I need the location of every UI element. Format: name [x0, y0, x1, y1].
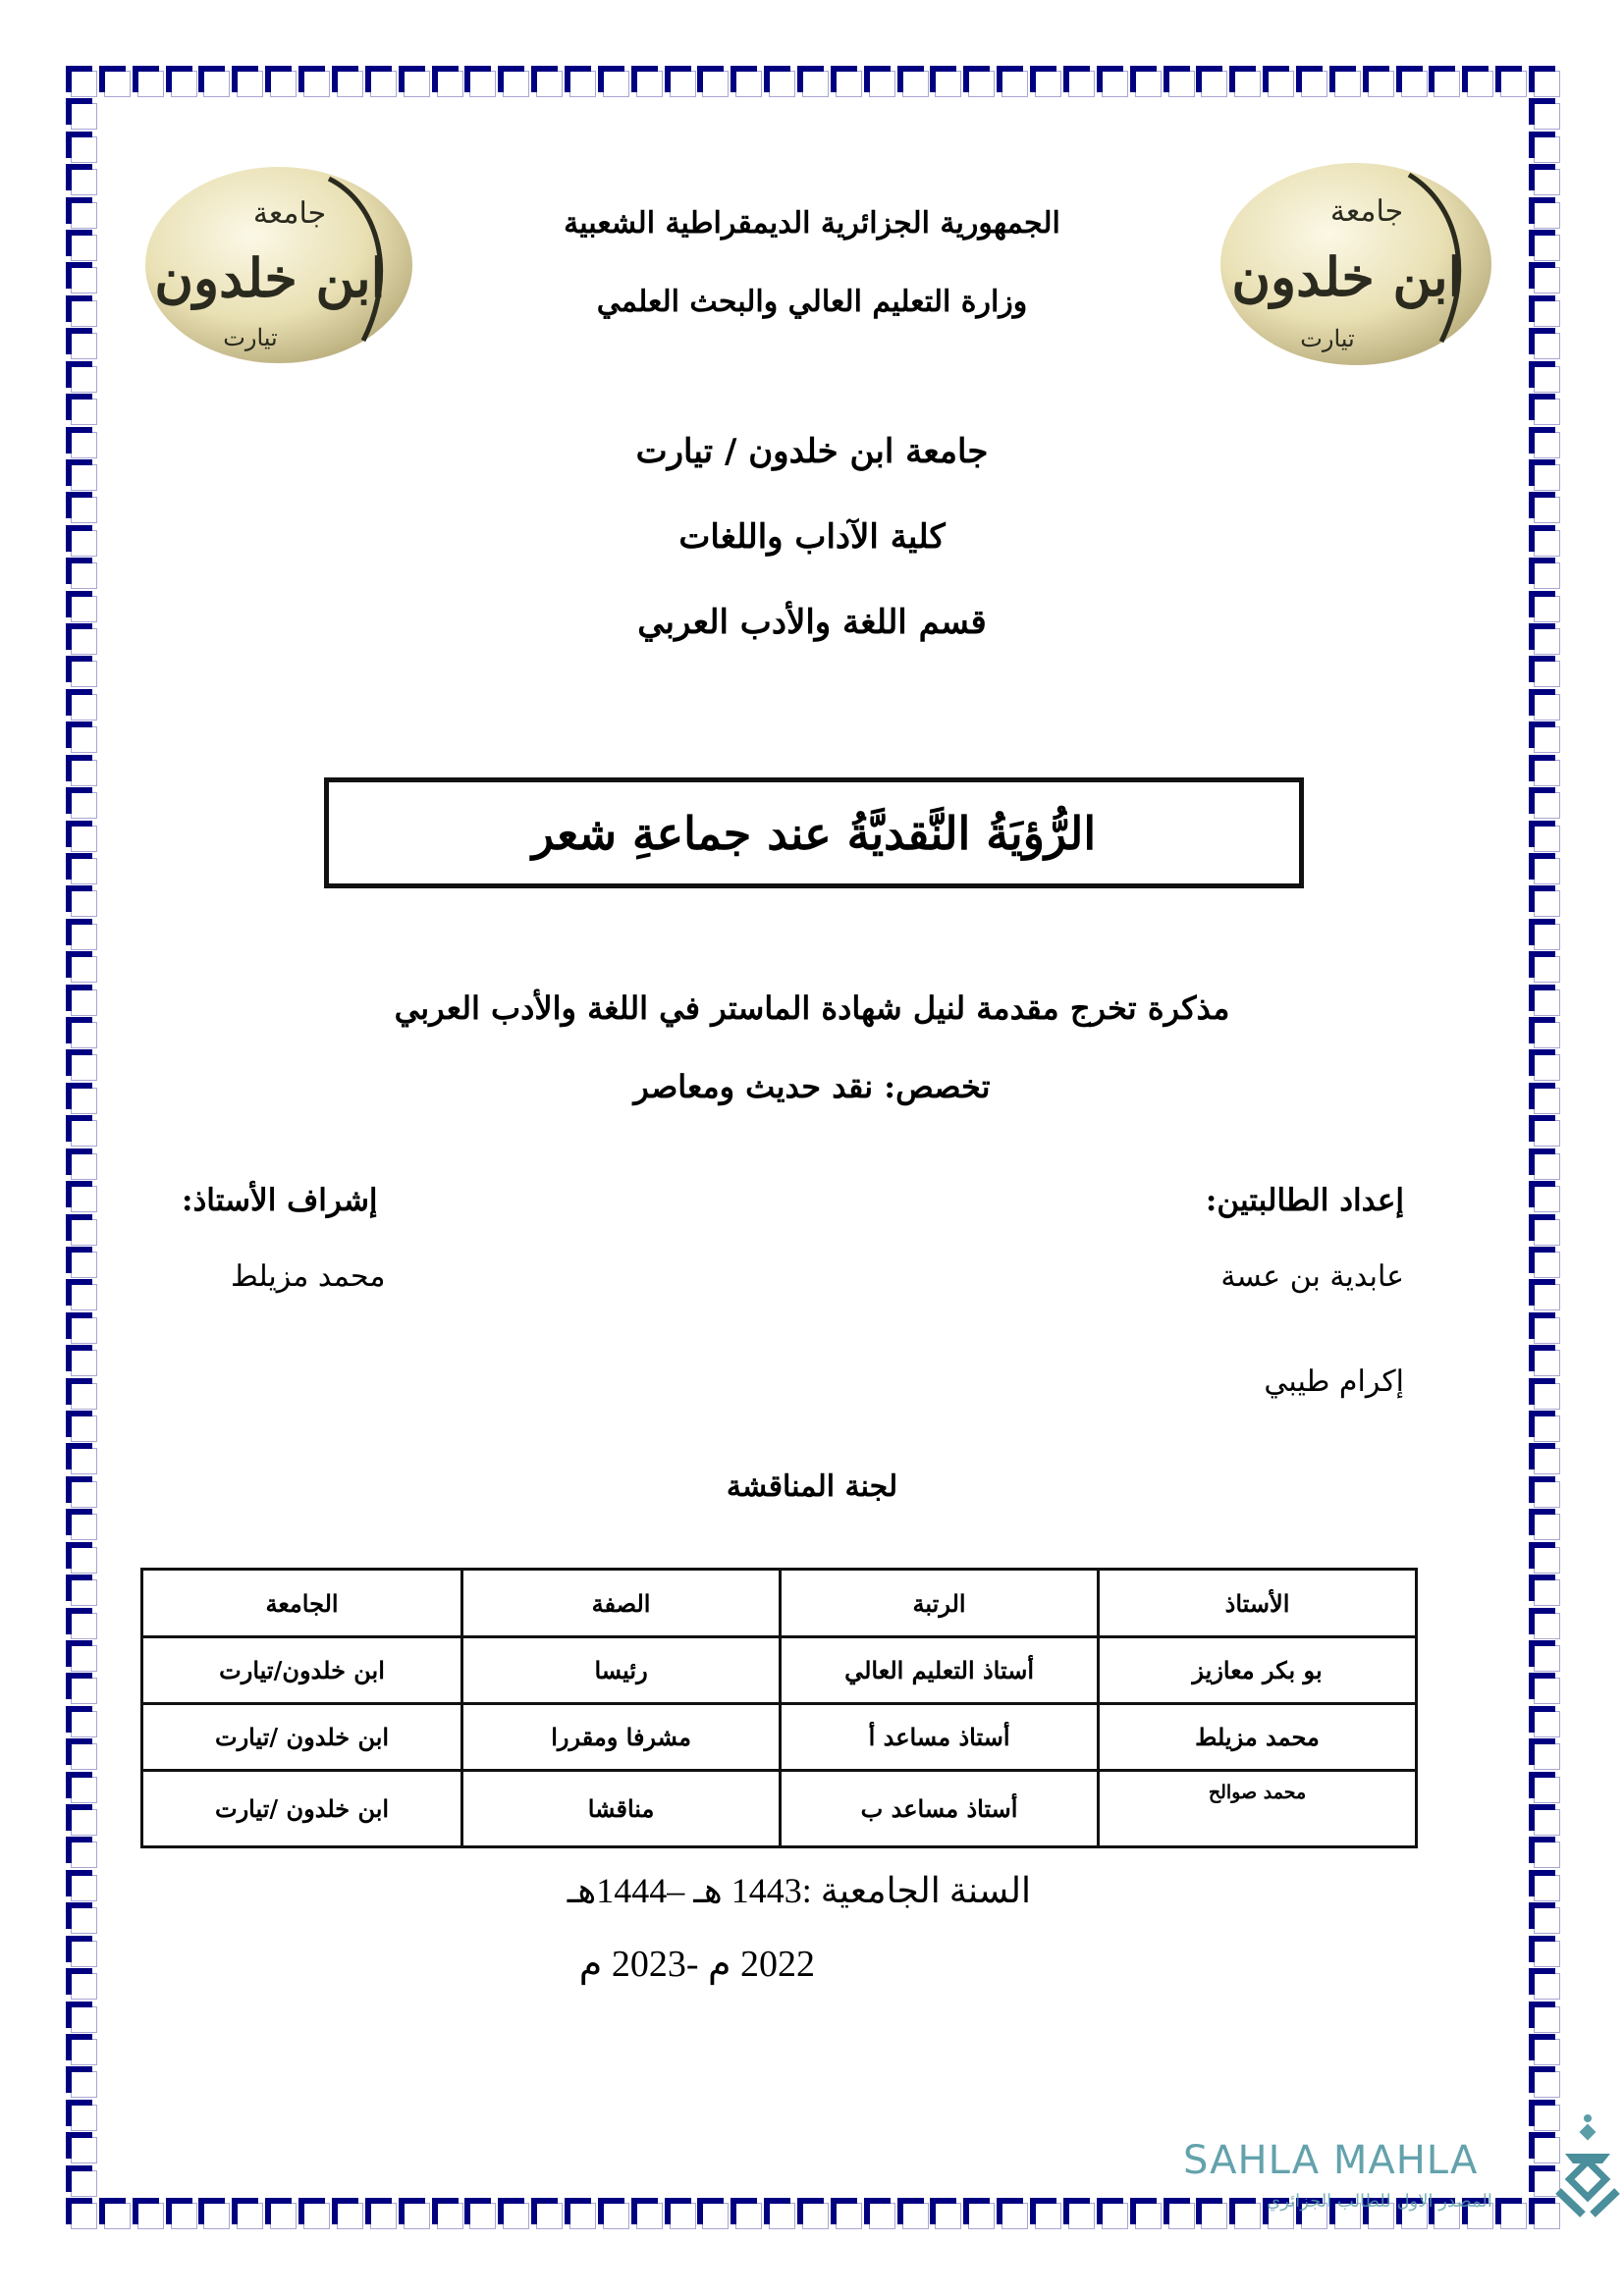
border-tile [864, 66, 897, 99]
border-tile [66, 1575, 99, 1608]
border-tile [66, 689, 99, 722]
cell-professor: محمد مزيلط [1099, 1704, 1417, 1771]
border-tile [66, 656, 99, 689]
border-tile [665, 66, 698, 99]
border-tile [1529, 132, 1562, 165]
border-tile [198, 66, 232, 99]
border-tile [598, 2198, 631, 2231]
border-tile [66, 558, 99, 591]
border-tile [1529, 1673, 1562, 1706]
border-tile [1196, 66, 1229, 99]
border-tile [66, 1115, 99, 1148]
cell-university: ابن خلدون/تيارت [142, 1637, 462, 1704]
border-tile [831, 2198, 864, 2231]
svg-text:ابن خلدون: ابن خلدون [154, 246, 386, 309]
university-logo-left [142, 164, 415, 366]
border-tile [66, 755, 99, 788]
table-row [142, 1704, 1417, 1771]
students-label: إعداد الطالبتين: [1205, 1183, 1404, 1218]
border-tile [1529, 2066, 1562, 2100]
border-tile [66, 164, 99, 197]
thesis-title: الرُّؤيَةُ النَّقديَّةُ عند جماعةِ شعر [531, 806, 1097, 860]
column-header-rank: الرتبة [781, 1570, 1099, 1637]
border-tile [1063, 66, 1097, 99]
cell-university: ابن خلدون /تيارت [142, 1704, 462, 1771]
svg-text:تيارت: تيارت [1300, 325, 1355, 352]
cell-rank: أستاذ التعليم العالي [781, 1637, 1099, 1704]
table-row [142, 1771, 1417, 1847]
border-tile [1529, 951, 1562, 985]
border-tile [66, 721, 99, 755]
cell-professor: بو بكر معازيز [1099, 1637, 1417, 1704]
cell-rank: أستاذ مساعد ب [781, 1771, 1099, 1847]
border-tile [1529, 164, 1562, 197]
cell-role: مناقشا [462, 1771, 781, 1847]
border-tile [1529, 885, 1562, 919]
border-tile [1030, 66, 1063, 99]
border-tile [332, 2198, 365, 2231]
border-tile [66, 2198, 99, 2231]
border-tile [66, 2165, 99, 2199]
border-tile [66, 98, 99, 132]
table-row [142, 1637, 1417, 1704]
border-tile [66, 1542, 99, 1575]
column-header-role: الصفة [462, 1570, 781, 1637]
border-tile [1529, 919, 1562, 952]
border-tile [66, 1640, 99, 1674]
border-tile [1529, 1345, 1562, 1378]
academic-year-hijri: السنة الجامعية :1443 هـ –1444هـ [567, 1871, 1031, 1910]
border-tile [1263, 66, 1296, 99]
border-tile [166, 2198, 199, 2231]
border-tile [66, 1738, 99, 1772]
border-tile [1529, 394, 1562, 427]
border-tile [66, 2132, 99, 2165]
border-tile [298, 66, 332, 99]
border-tile [1164, 66, 1197, 99]
border-tile [631, 66, 665, 99]
border-tile [432, 2198, 465, 2231]
border-tile [99, 66, 133, 99]
border-tile [232, 66, 265, 99]
border-tile [1429, 66, 1462, 99]
border-tile [66, 132, 99, 165]
border-tile [1396, 66, 1430, 99]
border-tile [1529, 1772, 1562, 1805]
cell-professor: محمد صوالح [1099, 1771, 1417, 1847]
border-tile [1529, 1214, 1562, 1248]
border-tile [1529, 1312, 1562, 1346]
border-tile [66, 1804, 99, 1838]
border-tile [265, 2198, 298, 2231]
border-tile [631, 2198, 665, 2231]
svg-text:جامعة: جامعة [1329, 194, 1404, 229]
border-tile [1529, 1378, 1562, 1412]
border-tile [1529, 1181, 1562, 1214]
border-tile [133, 66, 166, 99]
supervisor-name: محمد مزيلط [231, 1259, 386, 1294]
border-tile [1529, 1279, 1562, 1312]
thesis-specialty: تخصص: نقد حديث ومعاصر [633, 1068, 991, 1105]
jury-title: لجنة المناقشة [726, 1469, 898, 1504]
border-tile [1229, 66, 1263, 99]
supervisor-label: إشراف الأستاذ: [182, 1183, 378, 1218]
svg-text:تيارت: تيارت [223, 324, 278, 351]
border-tile [930, 2198, 963, 2231]
border-tile [697, 66, 731, 99]
thesis-description: مذكرة تخرج مقدمة لنيل شهادة الماستر في اللغة والأدب العربي [394, 989, 1230, 1027]
border-tile [1529, 1870, 1562, 1903]
border-tile [66, 853, 99, 886]
border-tile [1529, 821, 1562, 854]
border-tile [1529, 787, 1562, 821]
border-tile [1296, 66, 1329, 99]
border-tile [298, 2198, 332, 2231]
border-tile [1130, 66, 1164, 99]
column-header-university: الجامعة [142, 1570, 462, 1637]
border-tile [66, 951, 99, 985]
border-tile [598, 66, 631, 99]
border-tile [66, 2066, 99, 2100]
border-tile [66, 1411, 99, 1444]
border-tile [531, 66, 565, 99]
border-tile [133, 2198, 166, 2231]
border-tile [498, 66, 531, 99]
border-tile [66, 361, 99, 395]
academic-year-gregorian: 2022 م -2023 م [578, 1944, 815, 1985]
border-tile [1529, 1247, 1562, 1280]
border-tile [997, 2198, 1030, 2231]
border-tile [66, 1608, 99, 1641]
student-name-1: عابدية بن عسة [1220, 1259, 1404, 1294]
border-tile [66, 1312, 99, 1346]
watermark-brand: SAHLA MAHLA [1183, 2138, 1479, 2183]
border-tile [1363, 66, 1396, 99]
border-tile [1529, 1608, 1562, 1641]
border-tile [66, 2034, 99, 2067]
cell-role: رئيسا [462, 1637, 781, 1704]
svg-text:ابن خلدون: ابن خلدون [1231, 245, 1463, 308]
border-tile [66, 1772, 99, 1805]
border-tile [66, 1968, 99, 2002]
border-tile [66, 821, 99, 854]
border-tile [66, 787, 99, 821]
border-tile [232, 2198, 265, 2231]
border-tile [1329, 66, 1363, 99]
column-header-professor: الأستاذ [1099, 1570, 1417, 1637]
border-tile [1529, 2002, 1562, 2035]
border-tile [1529, 853, 1562, 886]
border-tile [1529, 689, 1562, 722]
svg-text:جامعة: جامعة [252, 196, 327, 231]
border-tile [797, 2198, 831, 2231]
border-tile [66, 1902, 99, 1936]
border-tile [963, 66, 997, 99]
border-tile [1529, 1804, 1562, 1838]
border-tile [565, 66, 598, 99]
border-tile [66, 2100, 99, 2133]
faculty-name: كلية الآداب واللغات [678, 517, 946, 557]
border-tile [1529, 1640, 1562, 1674]
border-tile [365, 66, 399, 99]
border-tile [432, 66, 465, 99]
border-tile [66, 1936, 99, 1969]
border-tile [332, 66, 365, 99]
border-tile [66, 1345, 99, 1378]
border-tile [265, 66, 298, 99]
border-tile [66, 328, 99, 361]
border-tile [897, 66, 931, 99]
border-tile [498, 2198, 531, 2231]
border-tile [1529, 1738, 1562, 1772]
watermark-tagline: المصدر الاول للطالب الجزائري [1267, 2191, 1492, 2212]
border-tile [66, 1509, 99, 1542]
border-tile [66, 2002, 99, 2035]
cell-university: ابن خلدون /تيارت [142, 1771, 462, 1847]
border-tile [797, 66, 831, 99]
border-tile [66, 66, 99, 99]
border-tile [464, 2198, 498, 2231]
border-tile [99, 2198, 133, 2231]
border-tile [1130, 2198, 1164, 2231]
border-tile [1529, 66, 1562, 99]
border-tile [365, 2198, 399, 2231]
border-tile [864, 2198, 897, 2231]
border-tile [1529, 1902, 1562, 1936]
ministry-name: وزارة التعليم العالي والبحث العلمي [596, 285, 1028, 319]
border-tile [1529, 328, 1562, 361]
border-tile [764, 2198, 797, 2231]
border-tile [565, 2198, 598, 2231]
jury-table [140, 1568, 1418, 1848]
border-tile [66, 1673, 99, 1706]
border-tile [1529, 656, 1562, 689]
border-tile [1529, 1968, 1562, 2002]
border-tile [66, 885, 99, 919]
border-tile [764, 66, 797, 99]
border-tile [66, 1247, 99, 1280]
border-tile [166, 66, 199, 99]
university-name: جامعة ابن خلدون / تيارت [635, 432, 989, 471]
border-tile [464, 66, 498, 99]
border-tile [1529, 1148, 1562, 1182]
border-tile [531, 2198, 565, 2231]
border-tile [66, 1378, 99, 1412]
student-name-2: إكرام طيبي [1264, 1364, 1404, 1399]
border-tile [1529, 1542, 1562, 1575]
border-tile [1529, 98, 1562, 132]
cell-rank: أستاذ مساعد أ [781, 1704, 1099, 1771]
border-tile [1097, 2198, 1130, 2231]
border-tile [1529, 361, 1562, 395]
border-tile [66, 1870, 99, 1903]
border-tile [897, 2198, 931, 2231]
border-tile [697, 2198, 731, 2231]
border-tile [66, 1181, 99, 1214]
border-tile [930, 66, 963, 99]
border-tile [66, 919, 99, 952]
cell-role: مشرفا ومقررا [462, 1704, 781, 1771]
border-tile [66, 1279, 99, 1312]
table-header-row [142, 1570, 1417, 1637]
border-tile [1529, 1936, 1562, 1969]
border-tile [731, 66, 764, 99]
border-tile [1529, 1411, 1562, 1444]
border-tile [1063, 2198, 1097, 2231]
border-tile [1529, 1509, 1562, 1542]
border-tile [1097, 66, 1130, 99]
watermark-logo-icon [1553, 2112, 1622, 2218]
border-tile [66, 1706, 99, 1739]
border-tile [1529, 1837, 1562, 1870]
thesis-title-box [324, 777, 1304, 888]
border-tile [66, 1214, 99, 1248]
border-tile [1462, 66, 1495, 99]
border-tile [66, 1837, 99, 1870]
border-tile [731, 2198, 764, 2231]
border-tile [399, 2198, 432, 2231]
department-name: قسم اللغة والأدب العربي [637, 603, 987, 642]
university-logo-right [1218, 160, 1494, 368]
border-tile [831, 66, 864, 99]
border-tile [66, 1148, 99, 1182]
border-tile [198, 2198, 232, 2231]
border-tile [1495, 66, 1529, 99]
border-tile [1529, 721, 1562, 755]
border-tile [997, 66, 1030, 99]
border-tile [1529, 2034, 1562, 2067]
border-tile [66, 394, 99, 427]
border-tile [665, 2198, 698, 2231]
republic-name: الجمهورية الجزائرية الديمقراطية الشعبية [564, 206, 1060, 240]
border-tile [1529, 1706, 1562, 1739]
border-tile [1529, 558, 1562, 591]
border-tile [1030, 2198, 1063, 2231]
border-tile [1529, 1575, 1562, 1608]
border-tile [399, 66, 432, 99]
border-tile [1529, 755, 1562, 788]
border-tile [1529, 1115, 1562, 1148]
border-tile [963, 2198, 997, 2231]
